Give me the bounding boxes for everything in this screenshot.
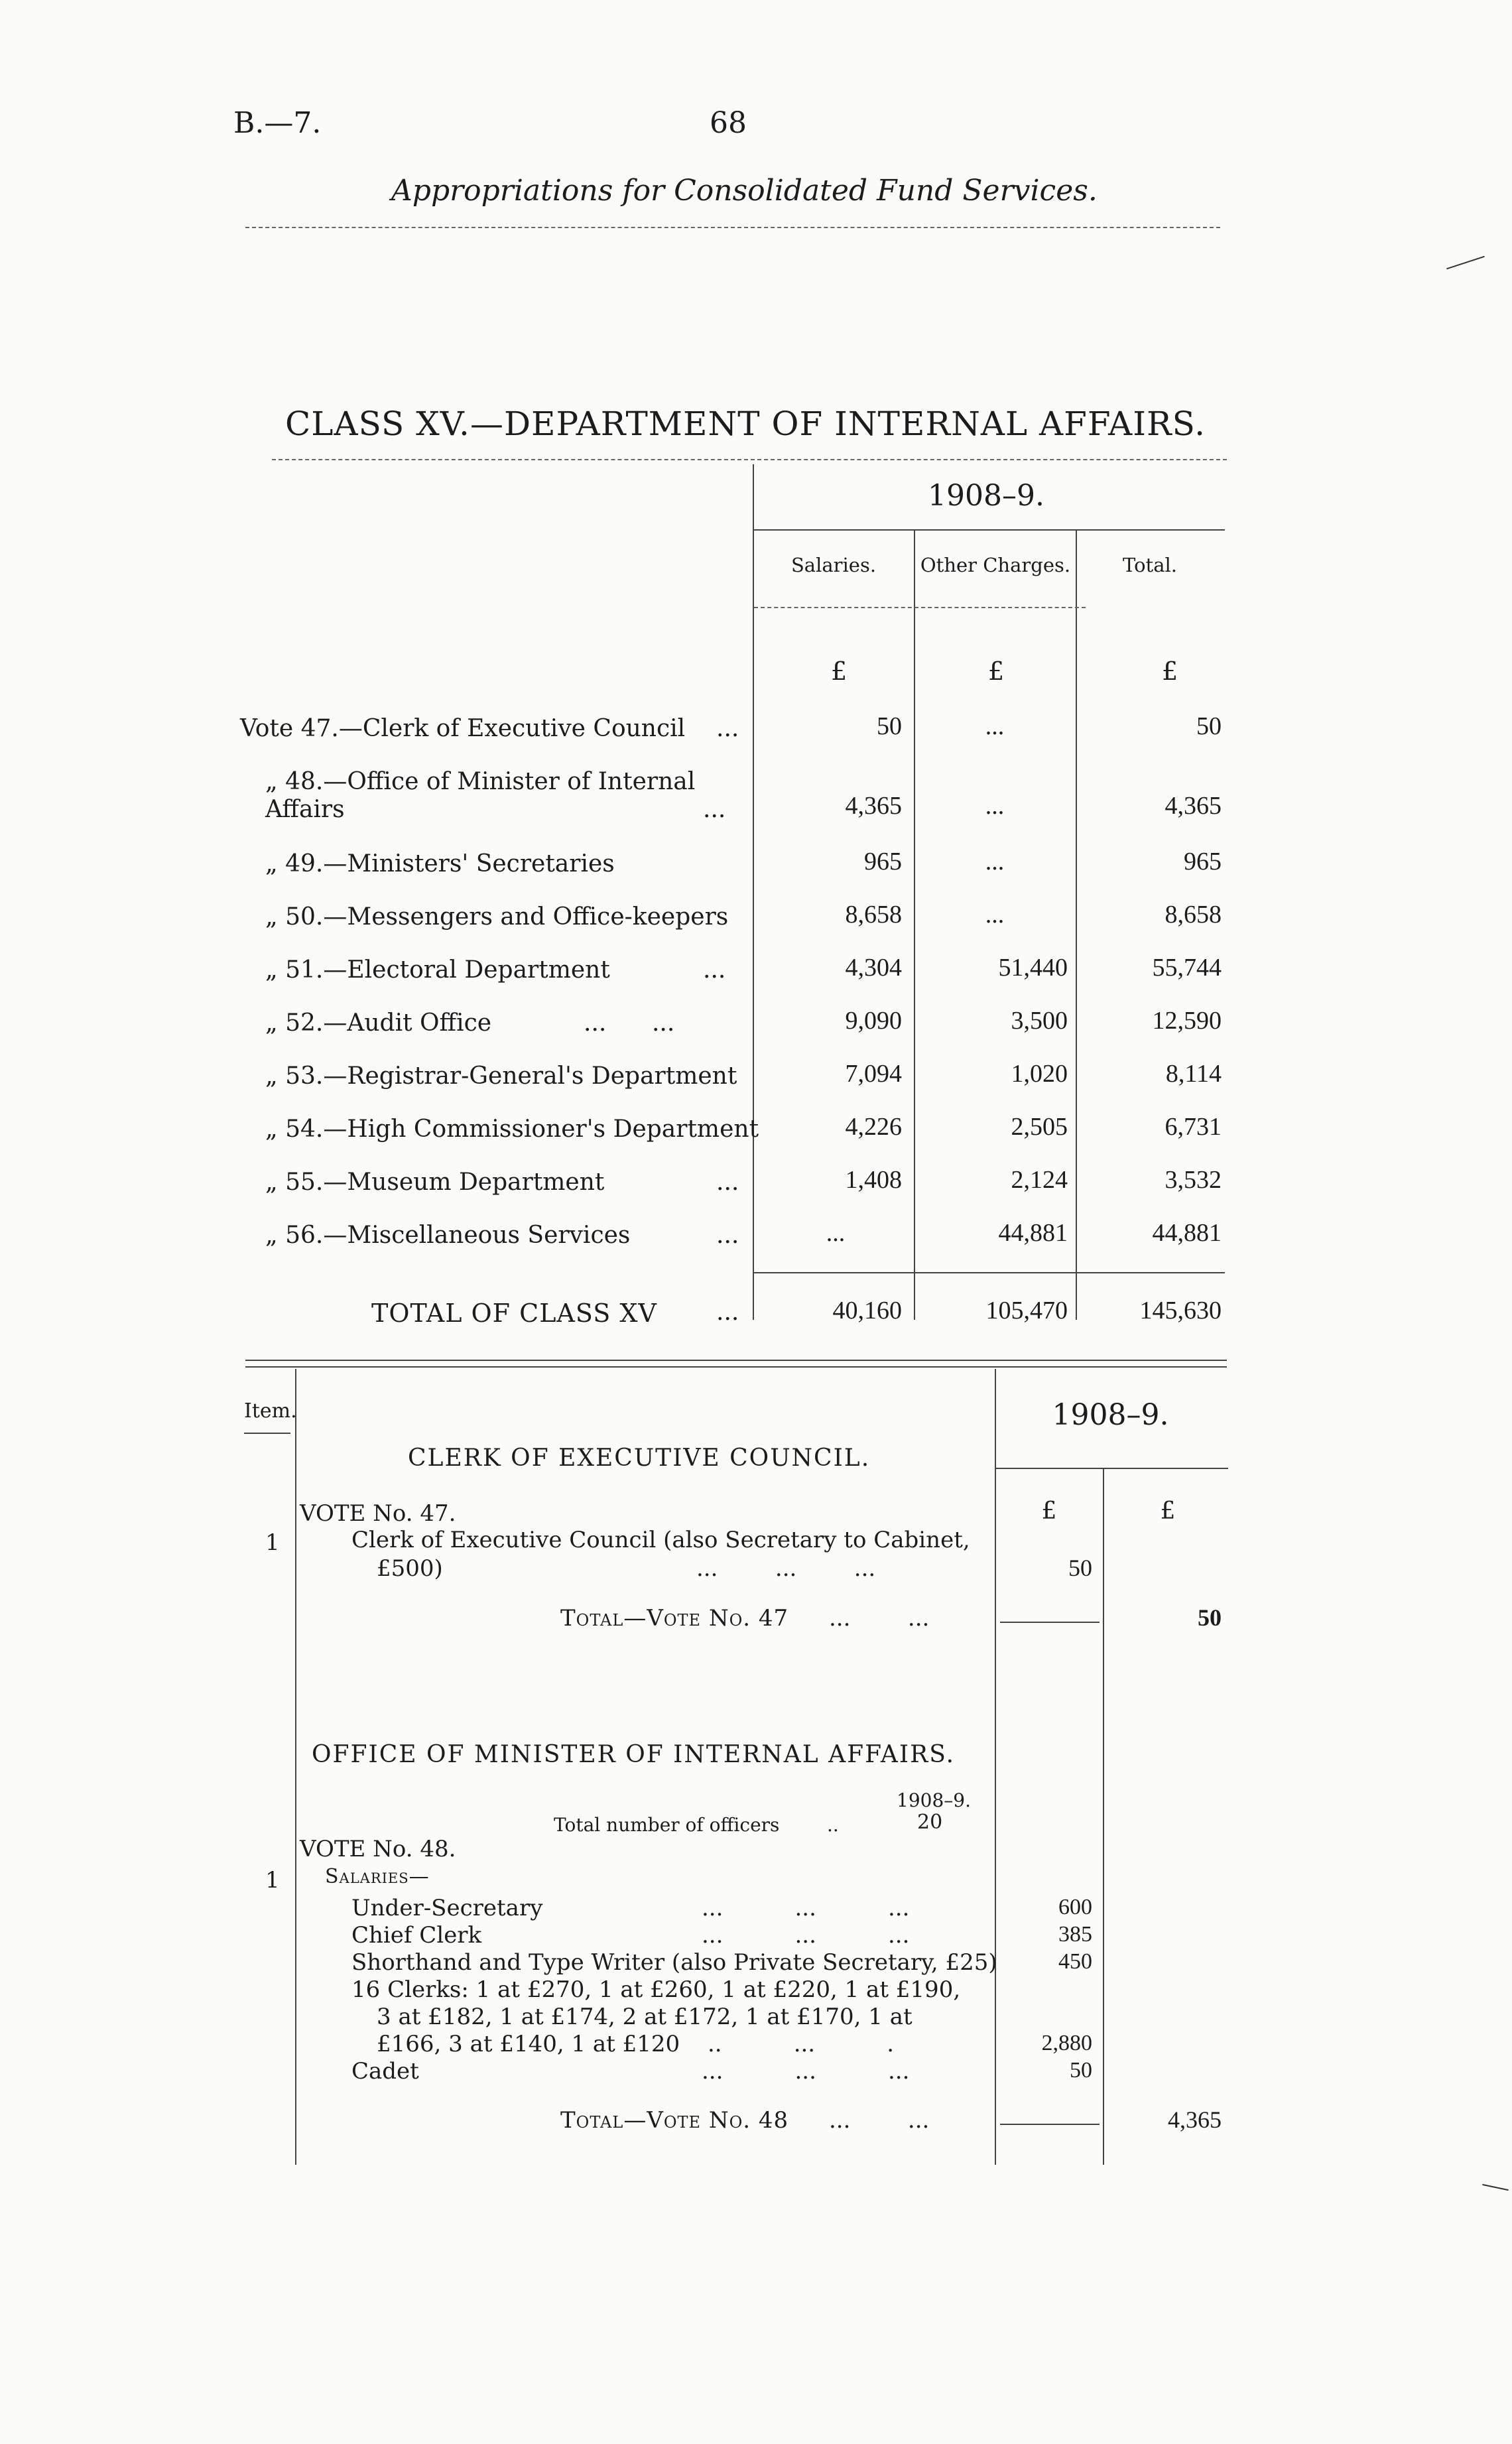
salary-line: 16 Clerks: 1 at £270, 1 at £260, 1 at £220, 1 at £190, <box>351 1976 961 2003</box>
vote47-sum-rule <box>1000 1622 1100 1623</box>
summary-other-cell: 44,881 <box>998 1219 1068 1247</box>
summary-col-rule <box>914 531 915 1320</box>
report-reference: B.—7. <box>233 106 322 140</box>
summary-salaries-cell: 4,304 <box>845 954 902 982</box>
salary-line: Under-Secretary <box>351 1895 543 1921</box>
summary-row-label: „ 49.—Ministers' Secretaries <box>265 850 615 877</box>
summary-other-cell: 2,124 <box>1011 1166 1068 1194</box>
salary-line: Chief Clerk <box>351 1922 482 1949</box>
class-title: CLASS XV.—DEPARTMENT OF INTERNAL AFFAIRS. <box>285 405 1206 443</box>
summary-salaries-cell: 9,090 <box>845 1007 902 1035</box>
summary-total-cell: 8,658 <box>1165 901 1222 929</box>
leader-dots: ... <box>703 956 726 984</box>
leader-dots: ... ... ... <box>696 1555 876 1582</box>
vote47-item-number: 1 <box>265 1529 280 1556</box>
currency-total: £ <box>1162 657 1178 686</box>
summary-total-salaries: 40,160 <box>832 1297 902 1324</box>
summary-total-total: 145,630 <box>1139 1297 1222 1324</box>
summary-total-cell: 12,590 <box>1152 1007 1222 1035</box>
summary-total-cell: 3,532 <box>1165 1166 1222 1194</box>
leader-dots: ... ... ... <box>702 1895 910 1921</box>
summary-row-label: „ 50.—Messengers and Office-keepers <box>265 903 729 931</box>
summary-row-label <box>265 768 743 824</box>
leader-dots: .. <box>827 1814 839 1836</box>
summary-row-label: „ 55.—Museum Department <box>265 1169 605 1196</box>
amount-split-rule <box>1103 1469 1104 2165</box>
vote47-line2: £500) <box>377 1555 443 1582</box>
leader-dots: ... ... <box>584 1009 675 1037</box>
summary-total-cell: 44,881 <box>1152 1219 1222 1247</box>
summary-row-label: „ 51.—Electoral Department <box>265 956 610 984</box>
summary-total-label: TOTAL OF CLASS XV <box>371 1299 657 1328</box>
summary-year: 1908–9. <box>928 479 1044 513</box>
running-title: Appropriations for Consolidated Fund Services. <box>391 174 1098 208</box>
salary-line: £166, 3 at £140, 1 at £120 <box>377 2031 680 2057</box>
summary-total-cell: 6,731 <box>1165 1113 1222 1141</box>
summary-row-label: „ 53.—Registrar-General's Department <box>265 1062 737 1090</box>
vote47-total-label: Total—Vote No. 47 <box>560 1605 789 1632</box>
summary-salaries-cell: 965 <box>864 848 902 875</box>
summary-other-cell: ... <box>985 848 1005 875</box>
salary-amount: 450 <box>1058 1949 1092 1974</box>
summary-row-label: „ 56.—Miscellaneous Services <box>265 1222 631 1249</box>
vote47-currency-a: £ <box>1041 1498 1057 1525</box>
item-header-rule <box>244 1433 290 1434</box>
item-column-rule <box>295 1369 296 2165</box>
page-number: 68 <box>710 106 747 140</box>
leader-dots: ... ... ... <box>702 2058 910 2085</box>
salary-amount: 385 <box>1058 1922 1092 1947</box>
leader-dots: ... <box>716 1222 739 1249</box>
vote47-number: VOTE No. 47. <box>300 1500 456 1527</box>
summary-other-cell: ... <box>985 901 1005 929</box>
header-rule <box>245 227 1220 228</box>
summary-salaries-cell: 1,408 <box>845 1166 902 1194</box>
summary-total-cell: 55,744 <box>1152 954 1222 982</box>
vote48-officers-year: 1908–9. <box>897 1789 971 1811</box>
leader-dots: ... <box>716 715 739 742</box>
leader-dots: ... <box>716 1299 739 1326</box>
summary-other-cell: ... <box>985 792 1005 820</box>
summary-total-cell: 4,365 <box>1165 792 1222 820</box>
vote47-heading: CLERK OF EXECUTIVE COUNCIL. <box>408 1445 871 1472</box>
vote47-amount: 50 <box>1068 1555 1092 1581</box>
salary-amount: 2,880 <box>1041 2031 1092 2055</box>
summary-other-cell: 51,440 <box>998 954 1068 982</box>
margin-mark <box>1446 256 1485 269</box>
vote48-number: VOTE No. 48. <box>300 1836 456 1862</box>
vote47-line1: Clerk of Executive Council (also Secretary to Cabinet, <box>351 1527 970 1553</box>
summary-total-other: 105,470 <box>985 1297 1068 1324</box>
summary-salaries-cell: 4,226 <box>845 1113 902 1141</box>
summary-other-cell: 3,500 <box>1011 1007 1068 1035</box>
class-title-rule <box>272 459 1227 460</box>
summary-other-cell: 2,505 <box>1011 1113 1068 1141</box>
summary-row-label-text: „ 48.—Office of Minister of Internal Affairs <box>265 768 696 823</box>
summary-salaries-cell: 50 <box>877 712 902 740</box>
summary-salaries-cell: 4,365 <box>845 792 902 820</box>
detail-year-rule <box>996 1468 1228 1469</box>
summary-total-cell: 8,114 <box>1165 1060 1222 1088</box>
vote48-heading: OFFICE OF MINISTER OF INTERNAL AFFAIRS. <box>312 1741 956 1768</box>
vote48-officers-label: Total number of officers <box>554 1814 780 1836</box>
vote47-total-amount: 50 <box>1198 1604 1222 1631</box>
summary-total-rule <box>754 1272 1225 1273</box>
summary-header-rule <box>754 607 1086 608</box>
summary-year-rule <box>754 529 1225 531</box>
summary-total-cell: 965 <box>1184 848 1222 875</box>
leader-dots: ... ... <box>829 1605 930 1632</box>
vote48-sum-rule <box>1000 2124 1100 2125</box>
summary-col-rule <box>1076 531 1077 1320</box>
salary-amount: 600 <box>1058 1895 1092 1919</box>
summary-row-label: „ 52.—Audit Office <box>265 1009 492 1037</box>
vote48-item-number: 1 <box>265 1867 280 1894</box>
vote48-officers-count: 20 <box>917 1811 943 1834</box>
margin-mark <box>1482 2184 1509 2191</box>
salary-amount: 50 <box>1070 2058 1092 2083</box>
salary-line: Cadet <box>351 2058 419 2085</box>
leader-dots: ... <box>703 796 726 823</box>
summary-other-cell: 1,020 <box>1011 1060 1068 1088</box>
summary-salaries-cell: 8,658 <box>845 901 902 929</box>
summary-other-cell: ... <box>985 712 1005 740</box>
vote48-total-amount: 4,365 <box>1168 2106 1222 2133</box>
summary-row-label: „ 54.—High Commissioner's Department <box>265 1116 759 1143</box>
currency-salaries: £ <box>831 657 848 686</box>
salary-line: 3 at £182, 1 at £174, 2 at £172, 1 at £170, 1 at <box>377 2004 913 2030</box>
section-divider <box>245 1360 1227 1361</box>
currency-other: £ <box>988 657 1005 686</box>
detail-year: 1908–9. <box>1052 1398 1169 1432</box>
summary-salaries-cell: ... <box>826 1219 846 1247</box>
summary-total-cell: 50 <box>1196 712 1222 740</box>
vote48-total-label: Total—Vote No. 48 <box>560 2107 789 2134</box>
section-divider <box>245 1366 1227 1368</box>
summary-row-label: Vote 47.—Clerk of Executive Council <box>240 715 686 742</box>
leader-dots: ... ... ... <box>702 1922 910 1949</box>
salary-line: Shorthand and Type Writer (also Private Secretary, £25) <box>351 1949 997 1976</box>
col-salaries-header: Salaries. <box>790 554 877 576</box>
vote48-salaries-label: Salaries— <box>325 1865 430 1888</box>
leader-dots: ... <box>716 1169 739 1196</box>
col-total-header: Total. <box>1123 554 1177 576</box>
item-header: Item. <box>244 1399 297 1423</box>
col-other-header: Other Charges. <box>920 554 1071 576</box>
summary-col-rule <box>753 464 754 1320</box>
leader-dots: .. ... . <box>708 2031 894 2057</box>
leader-dots: ... ... <box>829 2107 930 2134</box>
vote47-currency-b: £ <box>1160 1498 1176 1525</box>
summary-salaries-cell: 7,094 <box>845 1060 902 1088</box>
